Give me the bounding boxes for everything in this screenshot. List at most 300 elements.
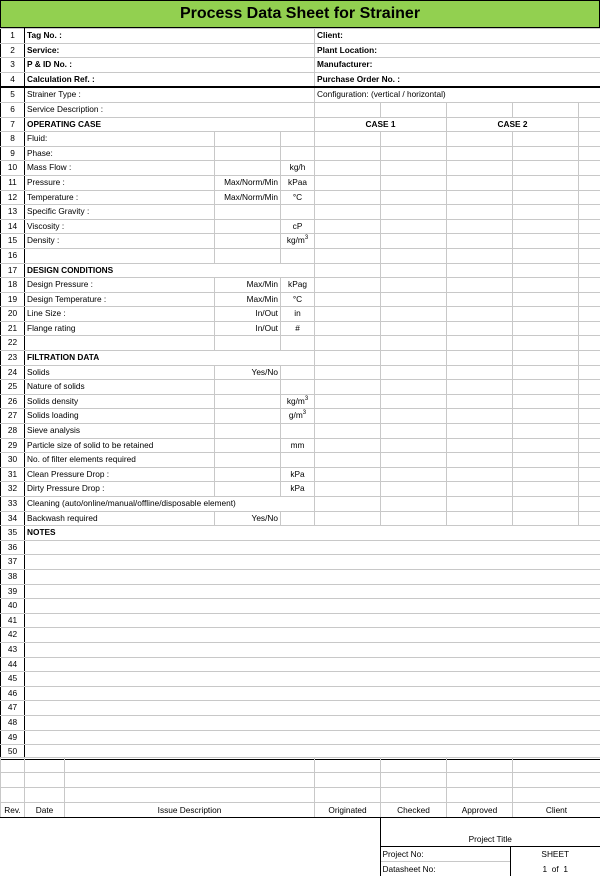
row-number: 5 (1, 87, 25, 102)
field-label: Temperature : (25, 190, 215, 205)
unit-label (281, 234, 315, 249)
unit-text: kPa (290, 469, 304, 479)
condition-label (215, 424, 281, 439)
row-number: 21 (1, 321, 25, 336)
row-2 (1, 43, 600, 58)
datasheet-grid (0, 28, 600, 760)
row-31 (1, 467, 600, 482)
condition-label (215, 467, 281, 482)
row-number: 34 (1, 511, 25, 526)
blank-cell (579, 467, 600, 482)
blank-cell (513, 278, 579, 293)
condition-label (215, 409, 281, 424)
blank-cell (315, 380, 381, 395)
blank-cell (315, 482, 381, 497)
blank-cell (447, 234, 513, 249)
blank-cell (281, 248, 315, 263)
header-label-plant_location: Plant Location: (315, 43, 600, 58)
blank-cell (315, 453, 381, 468)
notes-line (25, 730, 600, 745)
row-number: 27 (1, 409, 25, 424)
field-label: Dirty Pressure Drop : (25, 482, 215, 497)
header-label-client: Client: (315, 29, 600, 44)
row-19 (1, 292, 600, 307)
blank-cell (447, 263, 513, 278)
row-25 (1, 380, 600, 395)
notes-line (25, 642, 600, 657)
header-label-tag_no: Tag No. : (25, 29, 315, 44)
condition-label (215, 453, 281, 468)
field-label: Density : (25, 234, 215, 249)
blank-cell (315, 102, 381, 117)
blank-cell (447, 132, 513, 147)
blank-cell (447, 321, 513, 336)
field-label: Nature of solids (25, 380, 215, 395)
footer (0, 757, 600, 876)
blank-cell (381, 205, 447, 220)
section-design-conditions: DESIGN CONDITIONS (25, 263, 315, 278)
blank-cell (315, 511, 381, 526)
unit-label (281, 394, 315, 409)
unit-label (281, 438, 315, 453)
row-number: 37 (1, 555, 25, 570)
blank-cell (447, 394, 513, 409)
blank-cell (381, 467, 447, 482)
blank-cell (579, 205, 600, 220)
unit-label (281, 409, 315, 424)
row-number: 10 (1, 161, 25, 176)
blank-cell (513, 351, 579, 366)
header-label-manufacturer: Manufacturer: (315, 58, 600, 73)
blank-cell (513, 263, 579, 278)
row-8 (1, 132, 600, 147)
blank-cell (579, 132, 600, 147)
unit-label (281, 278, 315, 293)
blank-cell (381, 175, 447, 190)
condition-label (215, 394, 281, 409)
blank-cell (513, 146, 579, 161)
row-number: 19 (1, 292, 25, 307)
blank-cell (513, 424, 579, 439)
blank-cell (281, 336, 315, 351)
blank-cell (579, 292, 600, 307)
header-label-calc_ref: Calculation Ref. : (25, 72, 315, 87)
notes-line (25, 672, 600, 687)
row-number: 35 (1, 526, 25, 541)
unit-text: kg/m (287, 235, 305, 245)
notes-line (25, 657, 600, 672)
blank-cell (315, 321, 381, 336)
blank-cell (315, 278, 381, 293)
blank-cell (579, 365, 600, 380)
row-37 (1, 555, 600, 570)
blank-cell (447, 219, 513, 234)
blank-cell (447, 511, 513, 526)
blank-cell (215, 336, 281, 351)
blank-cell (579, 307, 600, 322)
notes-line (25, 613, 600, 628)
blank-cell (447, 292, 513, 307)
blank-cell (315, 205, 381, 220)
blank-cell (447, 248, 513, 263)
row-11 (1, 175, 600, 190)
blank-cell (447, 190, 513, 205)
unit-text: kg/m (287, 396, 305, 406)
row-32 (1, 482, 600, 497)
unit-text: kPa (290, 483, 304, 493)
client-header: Client (513, 803, 600, 818)
blank-cell (447, 146, 513, 161)
field-label: Backwash required (25, 511, 215, 526)
field-label: Phase: (25, 146, 215, 161)
blank-cell (381, 292, 447, 307)
unit-text: kg/h (290, 162, 306, 172)
sheet-count (510, 862, 600, 876)
row-22 (1, 336, 600, 351)
blank-cell (513, 307, 579, 322)
row-34 (1, 511, 600, 526)
blank-cell (315, 190, 381, 205)
header-label-pid_no: P & ID No. : (25, 58, 315, 73)
blank-cell (513, 248, 579, 263)
notes-line (25, 701, 600, 716)
row-38 (1, 569, 600, 584)
row-6 (1, 102, 600, 117)
blank-cell (579, 219, 600, 234)
blank-cell (579, 161, 600, 176)
unit-label (281, 453, 315, 468)
condition-label: In/Out (215, 307, 281, 322)
row-13 (1, 205, 600, 220)
row-41 (1, 613, 600, 628)
blank-cell (381, 278, 447, 293)
blank-cell (381, 161, 447, 176)
blank-cell (513, 102, 579, 117)
blank-cell (381, 102, 447, 117)
row-26 (1, 394, 600, 409)
blank-cell (25, 336, 215, 351)
row-24 (1, 365, 600, 380)
row-number: 24 (1, 365, 25, 380)
row-42 (1, 628, 600, 643)
blank-cell (513, 234, 579, 249)
blank-cell (381, 307, 447, 322)
strainer-type-label: Strainer Type : (25, 87, 315, 102)
row-17 (1, 263, 600, 278)
section-operating-case: OPERATING CASE (25, 117, 315, 132)
condition-label: Yes/No (215, 511, 281, 526)
revision-table (0, 757, 600, 818)
blank-cell (579, 453, 600, 468)
field-label: Fluid: (25, 132, 215, 147)
blank-cell (513, 190, 579, 205)
blank-cell (381, 234, 447, 249)
project-title: Project Title (380, 832, 600, 847)
field-label: Cleaning (auto/online/manual/offline/disposable element) (25, 497, 315, 512)
row-18 (1, 278, 600, 293)
blank-cell (513, 438, 579, 453)
row-28 (1, 424, 600, 439)
blank-cell (579, 424, 600, 439)
row-1 (1, 29, 600, 44)
row-number: 28 (1, 424, 25, 439)
condition-label: Max/Norm/Min (215, 190, 281, 205)
field-label: No. of filter elements required (25, 453, 215, 468)
header-label-po_no: Purchase Order No. : (315, 72, 600, 87)
blank-cell (513, 205, 579, 220)
blank-cell (315, 234, 381, 249)
blank-cell (381, 511, 447, 526)
field-label: Clean Pressure Drop : (25, 467, 215, 482)
sheet-label: SHEET (510, 847, 600, 862)
rev-header: Rev. (1, 803, 25, 818)
condition-label: Max/Norm/Min (215, 175, 281, 190)
condition-label: Yes/No (215, 365, 281, 380)
blank-cell (315, 497, 381, 512)
unit-label (281, 190, 315, 205)
condition-label (215, 438, 281, 453)
row-number: 3 (1, 58, 25, 73)
row-27 (1, 409, 600, 424)
unit-text: kPag (288, 279, 307, 289)
row-number: 4 (1, 72, 25, 87)
unit-label (281, 175, 315, 190)
row-number: 50 (1, 745, 25, 760)
row-20 (1, 307, 600, 322)
service-description-label: Service Description : (25, 102, 315, 117)
condition-label (215, 205, 281, 220)
field-label: Solids loading (25, 409, 215, 424)
blank-cell (315, 394, 381, 409)
row-number: 38 (1, 569, 25, 584)
blank-cell (579, 278, 600, 293)
sheet-total: 1 (563, 864, 568, 874)
unit-text: in (294, 308, 300, 318)
blank-cell (513, 132, 579, 147)
blank-cell (513, 497, 579, 512)
blank-cell (447, 467, 513, 482)
row-number: 47 (1, 701, 25, 716)
field-label: Specific Gravity : (25, 205, 215, 220)
blank-cell (315, 263, 381, 278)
row-46 (1, 686, 600, 701)
blank-cell (381, 497, 447, 512)
field-label: Flange rating (25, 321, 215, 336)
blank-cell (579, 234, 600, 249)
blank-cell (579, 102, 600, 117)
issue-header: Issue Description (65, 803, 315, 818)
row-number: 49 (1, 730, 25, 745)
blank-cell (447, 365, 513, 380)
row-number: 23 (1, 351, 25, 366)
blank-cell (315, 292, 381, 307)
blank-cell (315, 365, 381, 380)
case-2-header: CASE 2 (447, 117, 579, 132)
unit-label (281, 292, 315, 307)
blank-cell (513, 219, 579, 234)
condition-label (215, 132, 281, 147)
unit-text: °C (293, 192, 302, 202)
row-number: 25 (1, 380, 25, 395)
blank-cell (579, 321, 600, 336)
approved-header: Approved (447, 803, 513, 818)
blank-cell (447, 453, 513, 468)
notes-line (25, 715, 600, 730)
notes-line (25, 628, 600, 643)
row-number: 1 (1, 29, 25, 44)
unit-label (281, 132, 315, 147)
blank-cell (315, 351, 381, 366)
unit-label (281, 482, 315, 497)
page-title: Process Data Sheet for Strainer (0, 0, 600, 28)
field-label: Line Size : (25, 307, 215, 322)
row-number: 45 (1, 672, 25, 687)
unit-text: g/m (289, 410, 303, 420)
blank-cell (381, 482, 447, 497)
blank-cell (381, 409, 447, 424)
unit-superscript: 3 (305, 396, 308, 402)
field-label: Mass Flow : (25, 161, 215, 176)
row-47 (1, 701, 600, 716)
blank-cell (513, 336, 579, 351)
field-label: Design Pressure : (25, 278, 215, 293)
unit-label (281, 146, 315, 161)
blank-cell (315, 409, 381, 424)
blank-cell (513, 365, 579, 380)
row-9 (1, 146, 600, 161)
row-5 (1, 87, 600, 102)
unit-superscript: 3 (303, 411, 306, 417)
notes-line (25, 599, 600, 614)
row-number: 39 (1, 584, 25, 599)
blank-cell (381, 146, 447, 161)
condition-label (215, 161, 281, 176)
row-number: 12 (1, 190, 25, 205)
row-15 (1, 234, 600, 249)
blank-cell (579, 336, 600, 351)
row-number: 16 (1, 248, 25, 263)
blank-cell (447, 409, 513, 424)
blank-cell (447, 438, 513, 453)
blank-cell (381, 380, 447, 395)
row-number: 17 (1, 263, 25, 278)
blank-cell (381, 132, 447, 147)
blank-cell (315, 175, 381, 190)
row-number: 42 (1, 628, 25, 643)
row-number: 20 (1, 307, 25, 322)
blank-cell (315, 307, 381, 322)
blank-cell (315, 336, 381, 351)
notes-line (25, 569, 600, 584)
blank-cell (579, 511, 600, 526)
configuration-label: Configuration: (vertical / horizontal) (315, 87, 600, 102)
row-49 (1, 730, 600, 745)
blank-cell (447, 424, 513, 439)
blank-cell (381, 190, 447, 205)
unit-label (281, 205, 315, 220)
row-14 (1, 219, 600, 234)
blank-cell (315, 132, 381, 147)
row-33 (1, 497, 600, 512)
unit-label (281, 219, 315, 234)
originated-header: Originated (315, 803, 381, 818)
blank-cell (579, 482, 600, 497)
row-number: 15 (1, 234, 25, 249)
row-35 (1, 526, 600, 541)
blank-cell (513, 175, 579, 190)
row-12 (1, 190, 600, 205)
blank-cell (513, 321, 579, 336)
condition-label: In/Out (215, 321, 281, 336)
row-10 (1, 161, 600, 176)
blank-cell (381, 248, 447, 263)
blank-cell (25, 248, 215, 263)
notes-line (25, 686, 600, 701)
blank-cell (579, 409, 600, 424)
blank-cell (579, 117, 600, 132)
condition-label (215, 380, 281, 395)
notes-line (25, 555, 600, 570)
blank-cell (579, 175, 600, 190)
row-4 (1, 72, 600, 87)
blank-cell (513, 511, 579, 526)
row-number: 2 (1, 43, 25, 58)
section-filtration-data: FILTRATION DATA (25, 351, 315, 366)
section-notes: NOTES (25, 526, 600, 541)
row-number: 8 (1, 132, 25, 147)
unit-label (281, 511, 315, 526)
row-number: 41 (1, 613, 25, 628)
unit-text: cP (293, 221, 303, 231)
header-label-service: Service: (25, 43, 315, 58)
row-48 (1, 715, 600, 730)
row-number: 14 (1, 219, 25, 234)
field-label: Solids (25, 365, 215, 380)
row-number: 7 (1, 117, 25, 132)
field-label: Design Temperature : (25, 292, 215, 307)
blank-cell (513, 380, 579, 395)
unit-text: # (295, 323, 300, 333)
field-label: Viscosity : (25, 219, 215, 234)
blank-cell (579, 263, 600, 278)
row-number: 11 (1, 175, 25, 190)
blank-cell (447, 497, 513, 512)
row-number: 22 (1, 336, 25, 351)
date-header: Date (25, 803, 65, 818)
row-number: 31 (1, 467, 25, 482)
row-number: 40 (1, 599, 25, 614)
blank-cell (447, 482, 513, 497)
blank-cell (579, 394, 600, 409)
blank-cell (315, 219, 381, 234)
row-36 (1, 540, 600, 555)
row-39 (1, 584, 600, 599)
field-label: Particle size of solid to be retained (25, 438, 215, 453)
blank-cell (447, 336, 513, 351)
row-number: 9 (1, 146, 25, 161)
row-7 (1, 117, 600, 132)
blank-cell (447, 161, 513, 176)
blank-cell (513, 161, 579, 176)
row-number: 43 (1, 642, 25, 657)
blank-cell (381, 336, 447, 351)
unit-label (281, 467, 315, 482)
row-number: 29 (1, 438, 25, 453)
blank-cell (513, 453, 579, 468)
blank-cell (579, 248, 600, 263)
blank-cell (447, 175, 513, 190)
row-44 (1, 657, 600, 672)
